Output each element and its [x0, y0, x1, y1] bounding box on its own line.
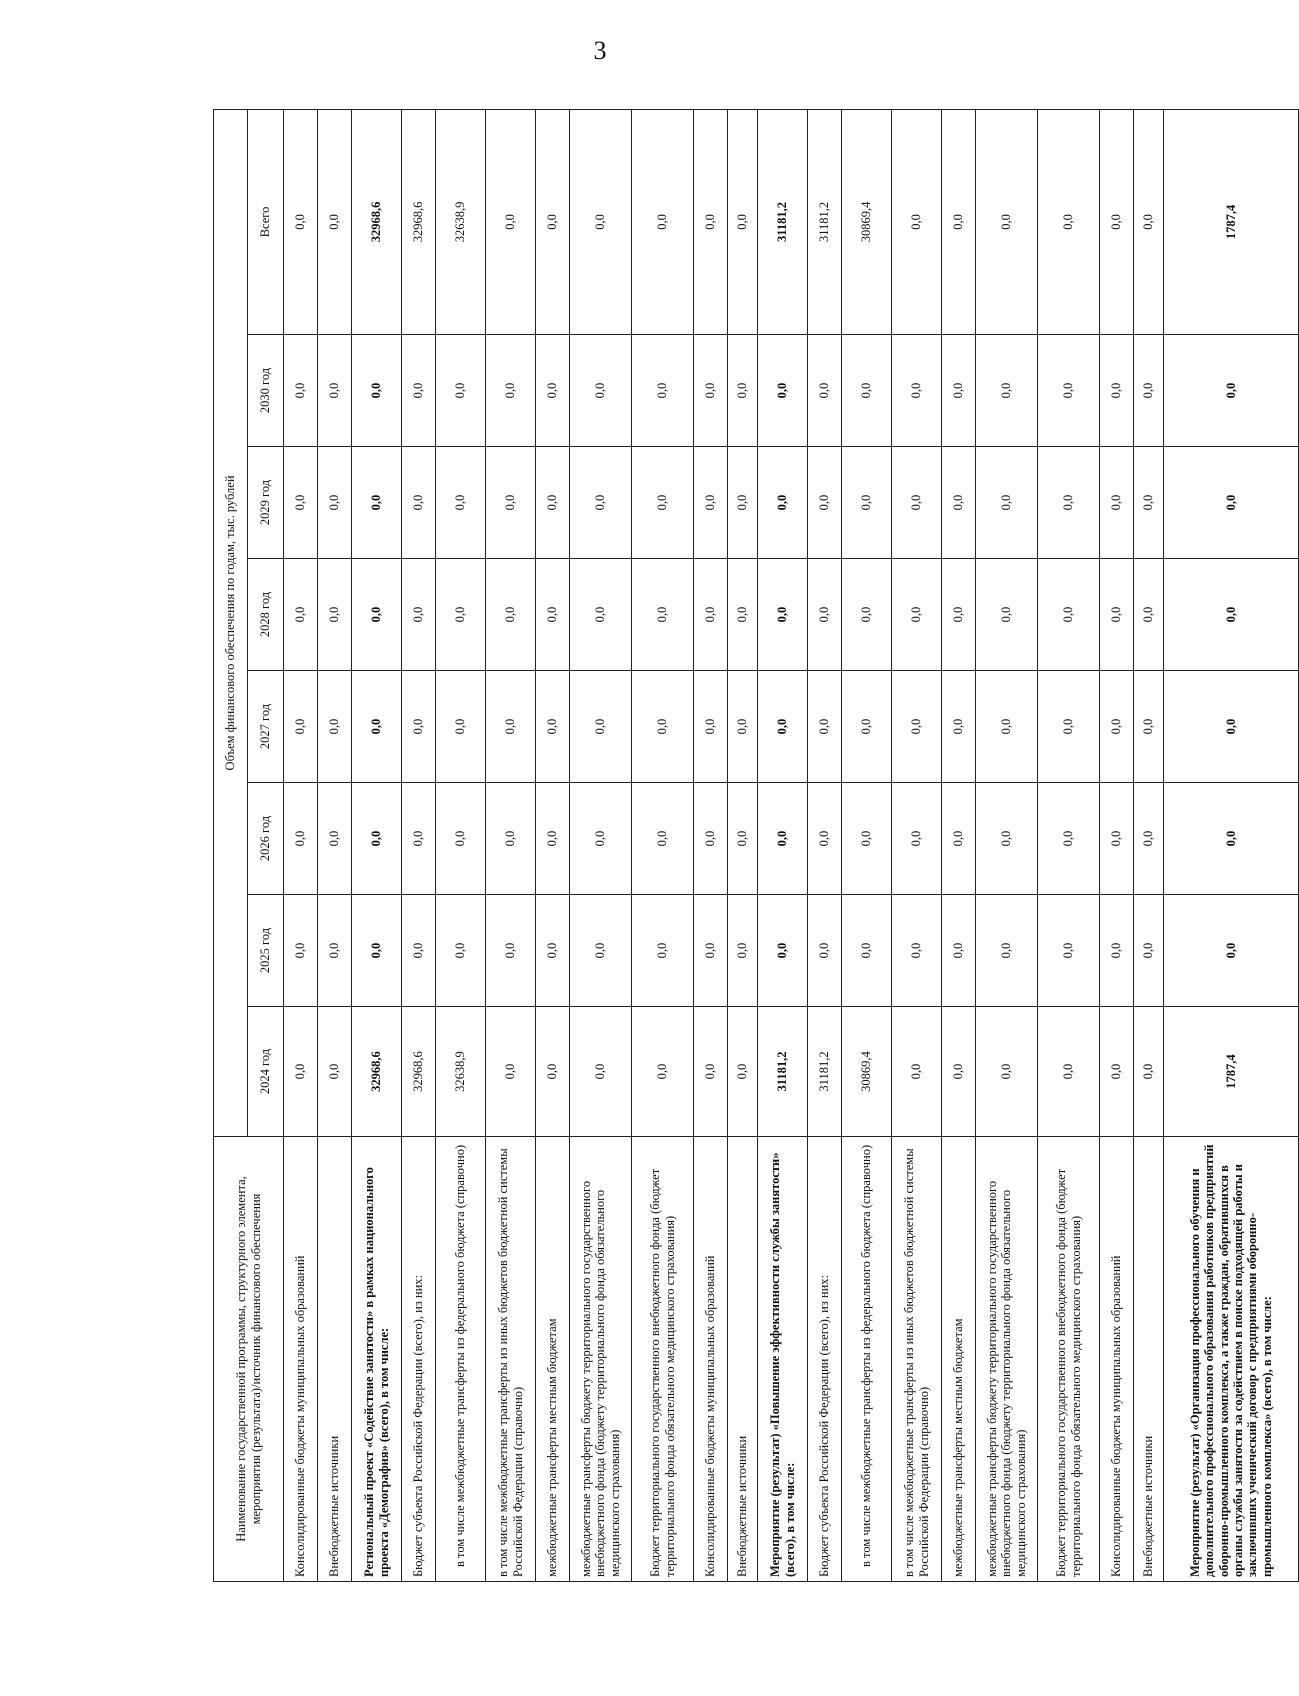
row-label: межбюджетные трансферты бюджету территориального государственного внебюджетного фонда (бюджету территориального фонда обязательного медицинского страхования) — [976, 1137, 1038, 1582]
row-value: 0,0 — [808, 671, 842, 783]
row-value: 32968,6 — [352, 1007, 402, 1137]
row-value: 0,0 — [284, 1007, 318, 1137]
row-total: 31181,2 — [808, 109, 842, 334]
row-value: 0,0 — [1038, 447, 1100, 559]
row-total: 32968,6 — [352, 109, 402, 334]
row-value: 0,0 — [892, 671, 942, 783]
row-value: 31181,2 — [758, 1007, 808, 1137]
row-label: Бюджет субъекта Российской Федерации (всего), из них: — [402, 1137, 436, 1582]
row-total: 0,0 — [536, 109, 570, 334]
row-label: Внебюджетные источники — [1134, 1137, 1164, 1582]
row-value: 0,0 — [942, 447, 976, 559]
row-value: 0,0 — [842, 559, 892, 671]
row-value: 0,0 — [758, 335, 808, 447]
row-value: 0,0 — [694, 447, 728, 559]
row-label: Бюджет территориального государственного внебюджетного фонда (бюджет территориального фонда обязательного медицинского страхования) — [632, 1137, 694, 1582]
row-value: 0,0 — [976, 335, 1038, 447]
row-value: 0,0 — [486, 1007, 536, 1137]
row-value: 0,0 — [808, 447, 842, 559]
row-value: 0,0 — [318, 783, 352, 895]
row-value: 0,0 — [536, 447, 570, 559]
header-year: 2025 год — [248, 895, 284, 1007]
row-label: в том числе межбюджетные трансферты из иных бюджетов бюджетной системы Российской Федерации (справочно) — [486, 1137, 536, 1582]
row-value: 0,0 — [570, 895, 632, 1007]
row-value: 30869,4 — [842, 1007, 892, 1137]
row-value: 0,0 — [976, 447, 1038, 559]
row-value: 0,0 — [892, 783, 942, 895]
row-value: 0,0 — [976, 895, 1038, 1007]
row-value: 0,0 — [402, 783, 436, 895]
row-value: 0,0 — [728, 671, 758, 783]
row-value: 0,0 — [1100, 335, 1134, 447]
row-value: 0,0 — [942, 1007, 976, 1137]
row-value: 0,0 — [402, 335, 436, 447]
row-value: 0,0 — [694, 335, 728, 447]
row-value: 0,0 — [632, 559, 694, 671]
header-year: 2027 год — [248, 671, 284, 783]
row-value: 0,0 — [536, 559, 570, 671]
row-value: 0,0 — [728, 783, 758, 895]
row-value: 0,0 — [1134, 671, 1164, 783]
row-value: 0,0 — [808, 895, 842, 1007]
row-value: 0,0 — [1100, 447, 1134, 559]
row-value: 0,0 — [1134, 783, 1164, 895]
row-value: 0,0 — [632, 447, 694, 559]
row-value: 0,0 — [284, 671, 318, 783]
table-row — [942, 109, 976, 1581]
row-value: 0,0 — [570, 447, 632, 559]
row-value: 0,0 — [892, 447, 942, 559]
table-row — [486, 109, 536, 1581]
row-value: 0,0 — [1164, 783, 1299, 895]
header-year: Всего — [248, 109, 284, 334]
row-value: 0,0 — [318, 1007, 352, 1137]
row-value: 0,0 — [728, 335, 758, 447]
row-value: 0,0 — [1134, 559, 1164, 671]
row-value: 0,0 — [486, 671, 536, 783]
row-total: 0,0 — [1134, 109, 1164, 334]
row-total: 0,0 — [976, 109, 1038, 334]
row-value: 0,0 — [570, 783, 632, 895]
row-value: 0,0 — [728, 447, 758, 559]
row-label: Консолидированные бюджеты муниципальных образований — [694, 1137, 728, 1582]
row-total: 0,0 — [632, 109, 694, 334]
header-year: 2028 год — [248, 559, 284, 671]
row-label: Консолидированные бюджеты муниципальных образований — [284, 1137, 318, 1582]
row-value: 0,0 — [842, 671, 892, 783]
row-value: 0,0 — [284, 335, 318, 447]
row-value: 0,0 — [1100, 1007, 1134, 1137]
row-value: 0,0 — [728, 1007, 758, 1137]
page-number: 3 — [593, 36, 607, 65]
row-value: 0,0 — [892, 1007, 942, 1137]
row-value: 0,0 — [570, 1007, 632, 1137]
row-value: 0,0 — [1100, 671, 1134, 783]
row-value: 0,0 — [536, 783, 570, 895]
row-value: 0,0 — [1038, 783, 1100, 895]
row-value: 0,0 — [976, 783, 1038, 895]
row-value: 0,0 — [942, 335, 976, 447]
row-value: 0,0 — [808, 335, 842, 447]
header-year: 2026 год — [248, 783, 284, 895]
table-row — [808, 109, 842, 1581]
row-value: 0,0 — [632, 783, 694, 895]
row-value: 0,0 — [436, 447, 486, 559]
row-value: 0,0 — [536, 671, 570, 783]
row-value: 0,0 — [284, 447, 318, 559]
row-value: 0,0 — [1134, 1007, 1164, 1137]
row-value: 0,0 — [486, 559, 536, 671]
row-value: 0,0 — [758, 447, 808, 559]
row-value: 0,0 — [352, 447, 402, 559]
row-value: 0,0 — [570, 335, 632, 447]
header-name: Наименование государственной программы, структурного элемента, мероприятия (результата)/источник финансового обеспечения — [214, 1137, 284, 1582]
row-value: 0,0 — [976, 559, 1038, 671]
row-value: 0,0 — [436, 783, 486, 895]
header-year: 2030 год — [248, 335, 284, 447]
row-value: 0,0 — [892, 559, 942, 671]
table-row — [1100, 109, 1134, 1581]
row-value: 32638,9 — [436, 1007, 486, 1137]
table-row — [352, 109, 402, 1581]
row-total: 0,0 — [1100, 109, 1134, 334]
row-value: 0,0 — [402, 559, 436, 671]
row-label: в том числе межбюджетные трансферты из федерального бюджета (справочно) — [842, 1137, 892, 1582]
row-value: 0,0 — [352, 671, 402, 783]
row-value: 0,0 — [352, 559, 402, 671]
row-value: 0,0 — [1134, 335, 1164, 447]
row-label: в том числе межбюджетные трансферты из иных бюджетов бюджетной системы Российской Федерации (справочно) — [892, 1137, 942, 1582]
row-value: 0,0 — [352, 335, 402, 447]
row-value: 0,0 — [1164, 447, 1299, 559]
row-label: Внебюджетные источники — [318, 1137, 352, 1582]
row-value: 0,0 — [976, 1007, 1038, 1137]
row-total: 32638,9 — [436, 109, 486, 334]
row-value: 0,0 — [284, 783, 318, 895]
row-value: 0,0 — [728, 559, 758, 671]
row-value: 0,0 — [694, 559, 728, 671]
row-value: 0,0 — [728, 895, 758, 1007]
table-row — [284, 109, 318, 1581]
row-total: 0,0 — [284, 109, 318, 334]
row-value: 0,0 — [758, 895, 808, 1007]
row-value: 0,0 — [1038, 895, 1100, 1007]
row-label: Консолидированные бюджеты муниципальных образований — [1100, 1137, 1134, 1582]
table-row — [1134, 109, 1164, 1581]
row-value: 0,0 — [808, 783, 842, 895]
row-value: 0,0 — [1164, 671, 1299, 783]
row-value: 0,0 — [892, 895, 942, 1007]
row-value: 0,0 — [842, 335, 892, 447]
row-value: 0,0 — [694, 783, 728, 895]
table-row — [694, 109, 728, 1581]
row-value: 0,0 — [632, 1007, 694, 1137]
row-value: 0,0 — [1134, 895, 1164, 1007]
table-row — [570, 109, 632, 1581]
row-value: 0,0 — [1038, 671, 1100, 783]
row-total: 31181,2 — [758, 109, 808, 334]
row-value: 0,0 — [486, 335, 536, 447]
table-row — [842, 109, 892, 1581]
table-row — [402, 109, 436, 1581]
table-row — [976, 109, 1038, 1581]
row-value: 0,0 — [694, 1007, 728, 1137]
row-value: 0,0 — [632, 335, 694, 447]
row-value: 0,0 — [318, 559, 352, 671]
row-value: 0,0 — [486, 447, 536, 559]
row-value: 0,0 — [402, 895, 436, 1007]
row-label: Региональный проект «Содействие занятости» в рамках национального проекта «Демография» (всего), в том числе: — [352, 1137, 402, 1582]
row-value: 0,0 — [436, 559, 486, 671]
row-value: 0,0 — [536, 335, 570, 447]
financing-table — [213, 109, 1299, 1582]
row-value: 0,0 — [1038, 559, 1100, 671]
row-label: Бюджет субъекта Российской Федерации (всего), из них: — [808, 1137, 842, 1582]
row-value: 0,0 — [436, 671, 486, 783]
row-value: 0,0 — [842, 447, 892, 559]
row-value: 0,0 — [892, 335, 942, 447]
row-value: 0,0 — [1038, 1007, 1100, 1137]
row-value: 0,0 — [318, 895, 352, 1007]
row-value: 0,0 — [632, 895, 694, 1007]
row-value: 0,0 — [402, 671, 436, 783]
row-value: 0,0 — [1134, 447, 1164, 559]
row-value: 0,0 — [1100, 783, 1134, 895]
row-value: 0,0 — [632, 671, 694, 783]
row-value: 0,0 — [758, 783, 808, 895]
table-row — [318, 109, 352, 1581]
table-row — [1038, 109, 1100, 1581]
row-value: 0,0 — [1038, 335, 1100, 447]
row-label: межбюджетные трансферты бюджету территориального государственного внебюджетного фонда (бюджету территориального фонда обязательного медицинского страхования) — [570, 1137, 632, 1582]
row-value: 0,0 — [694, 671, 728, 783]
row-value: 1787,4 — [1164, 1007, 1299, 1137]
row-value: 0,0 — [1164, 335, 1299, 447]
row-value: 0,0 — [1164, 559, 1299, 671]
row-total: 0,0 — [892, 109, 942, 334]
row-value: 0,0 — [842, 783, 892, 895]
row-value: 0,0 — [486, 783, 536, 895]
row-value: 0,0 — [318, 671, 352, 783]
row-label: в том числе межбюджетные трансферты из федерального бюджета (справочно) — [436, 1137, 486, 1582]
row-value: 0,0 — [570, 559, 632, 671]
row-value: 0,0 — [976, 671, 1038, 783]
row-value: 0,0 — [942, 559, 976, 671]
row-value: 0,0 — [942, 783, 976, 895]
row-value: 31181,2 — [808, 1007, 842, 1137]
row-total: 0,0 — [486, 109, 536, 334]
row-total: 1787,4 — [1164, 109, 1299, 334]
table-row — [632, 109, 694, 1581]
table-row — [1164, 109, 1299, 1581]
row-value: 32968,6 — [402, 1007, 436, 1137]
rotated-table-wrapper — [213, 110, 1274, 1582]
row-value: 0,0 — [318, 447, 352, 559]
row-value: 0,0 — [536, 1007, 570, 1137]
row-value: 0,0 — [570, 671, 632, 783]
row-total: 0,0 — [570, 109, 632, 334]
row-value: 0,0 — [808, 559, 842, 671]
row-total: 32968,6 — [402, 109, 436, 334]
table-row — [892, 109, 942, 1581]
row-total: 30869,4 — [842, 109, 892, 334]
row-value: 0,0 — [942, 895, 976, 1007]
row-value: 0,0 — [1164, 895, 1299, 1007]
row-value: 0,0 — [284, 559, 318, 671]
row-value: 0,0 — [842, 895, 892, 1007]
row-total: 0,0 — [694, 109, 728, 334]
table-row — [758, 109, 808, 1581]
header-year: 2029 год — [248, 447, 284, 559]
row-total: 0,0 — [728, 109, 758, 334]
row-value: 0,0 — [694, 895, 728, 1007]
header-group: Объем финансового обеспечения по годам, тыс. рублей — [214, 109, 248, 1136]
row-value: 0,0 — [486, 895, 536, 1007]
row-value: 0,0 — [1100, 559, 1134, 671]
row-label: межбюджетные трансферты местным бюджетам — [942, 1137, 976, 1582]
row-label: Мероприятие (результат) «Организация профессионального обучения и дополнительного профессионального образования работников предприятий оборонно-промышленного комплекса, а также граждан, обратившихся в органы службы занятости за содействием в поиске подходящей работы и заключивших ученический договор с предприятиями оборонно-промышленного комплекса» (всего), в том числе: — [1164, 1137, 1299, 1582]
row-label: межбюджетные трансферты местным бюджетам — [536, 1137, 570, 1582]
row-value: 0,0 — [284, 895, 318, 1007]
row-value: 0,0 — [436, 335, 486, 447]
row-value: 0,0 — [402, 447, 436, 559]
row-total: 0,0 — [942, 109, 976, 334]
row-total: 0,0 — [1038, 109, 1100, 334]
table-row — [436, 109, 486, 1581]
row-value: 0,0 — [758, 559, 808, 671]
header-year: 2024 год — [248, 1007, 284, 1137]
row-value: 0,0 — [536, 895, 570, 1007]
row-value: 0,0 — [758, 671, 808, 783]
row-value: 0,0 — [942, 671, 976, 783]
table-row — [728, 109, 758, 1581]
row-value: 0,0 — [318, 335, 352, 447]
row-label: Бюджет территориального государственного внебюджетного фонда (бюджет территориального фонда обязательного медицинского страхования) — [1038, 1137, 1100, 1582]
table-row — [536, 109, 570, 1581]
row-value: 0,0 — [352, 895, 402, 1007]
row-label: Мероприятие (результат) «Повышение эффективности службы занятости» (всего), в том числе: — [758, 1137, 808, 1582]
row-value: 0,0 — [436, 895, 486, 1007]
row-value: 0,0 — [352, 783, 402, 895]
row-value: 0,0 — [1100, 895, 1134, 1007]
row-total: 0,0 — [318, 109, 352, 334]
row-label: Внебюджетные источники — [728, 1137, 758, 1582]
